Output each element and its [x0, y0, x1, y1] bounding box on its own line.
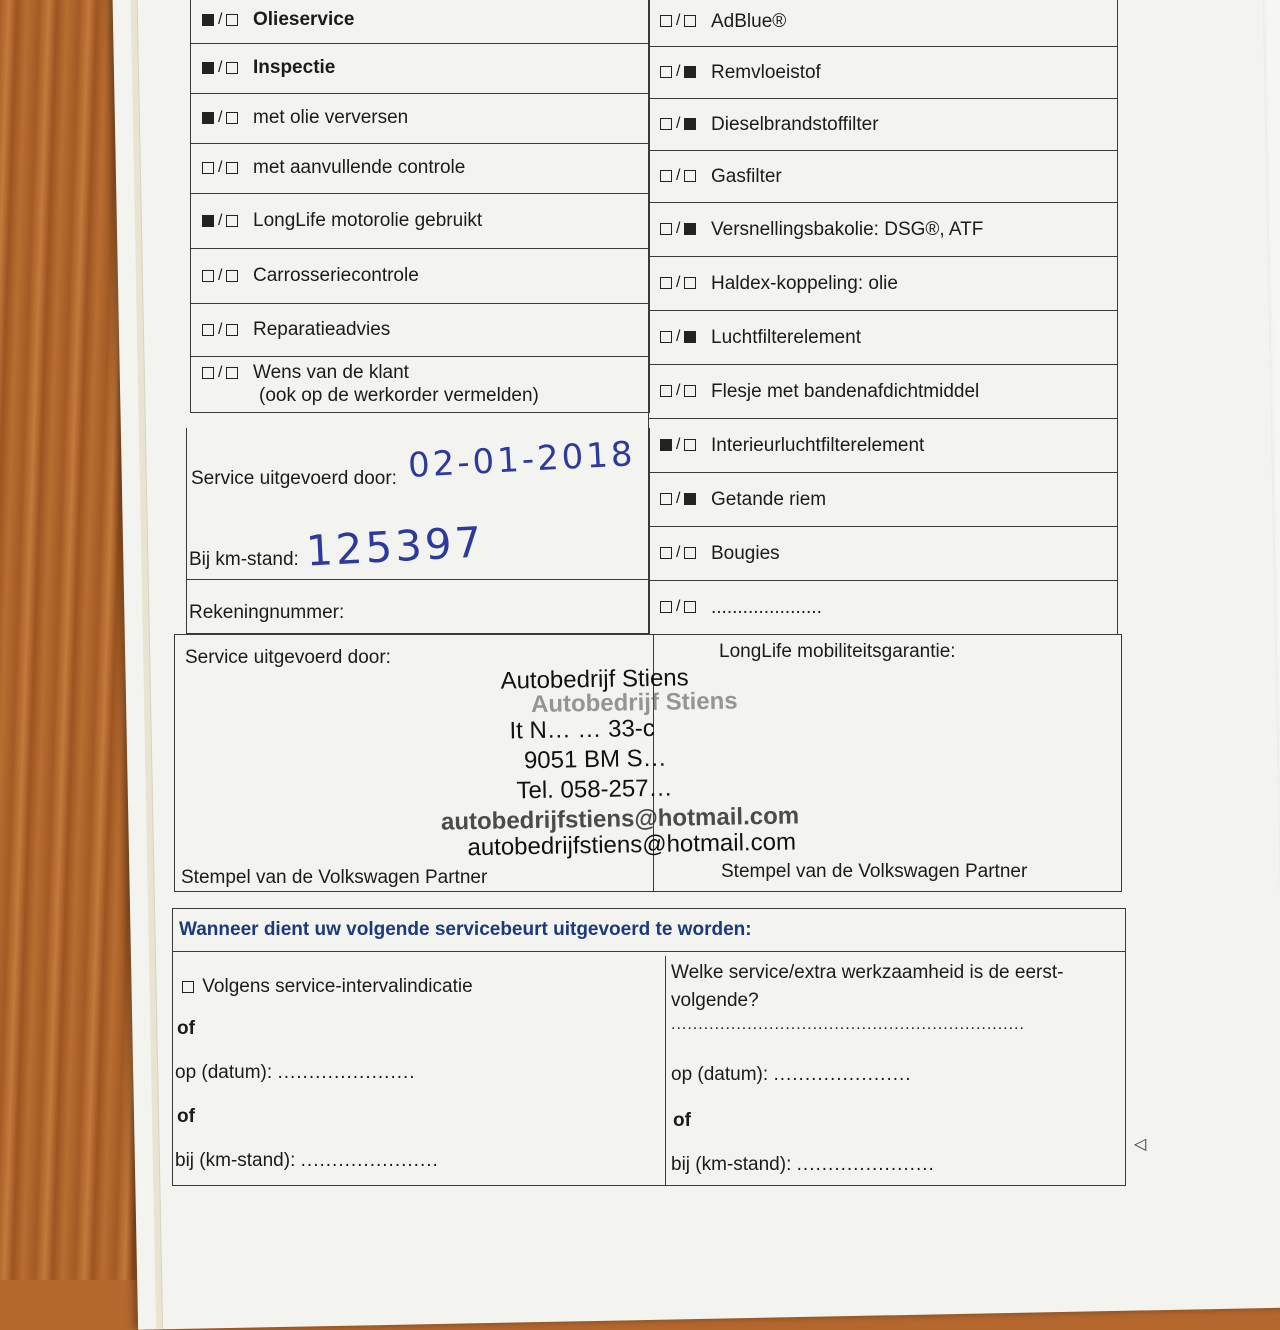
date-field-right[interactable]	[671, 1064, 912, 1086]
checklist-row	[649, 99, 1118, 151]
checklist-label: .....................	[711, 596, 822, 618]
checkbox-icon[interactable]	[684, 118, 696, 130]
checkbox-icon[interactable]	[684, 385, 696, 397]
checkbox-icon[interactable]	[684, 439, 696, 451]
checklist-row	[649, 311, 1118, 365]
slash-separator: /	[218, 10, 223, 28]
slash-separator: /	[676, 274, 681, 292]
date-label-right: op (datum):	[671, 1064, 769, 1085]
checklist-cell	[649, 365, 1118, 419]
checklist-cell	[191, 144, 650, 194]
checklist-label: LongLife motorolie gebruikt	[253, 209, 483, 231]
checkbox-icon[interactable]	[684, 547, 696, 559]
slash-separator: /	[218, 109, 223, 127]
checklist-label: met aanvullende controle	[253, 157, 466, 179]
checkbox-icon[interactable]	[202, 112, 214, 124]
divider	[187, 579, 649, 580]
date-field[interactable]	[175, 1062, 416, 1084]
checklist-row	[191, 357, 650, 413]
checklist-label: Olieservice	[253, 8, 355, 30]
slash-separator: /	[676, 12, 681, 30]
slash-separator: /	[218, 59, 223, 77]
checkbox-icon[interactable]	[660, 223, 672, 235]
checklist-cell	[649, 419, 1118, 473]
interval-option[interactable]	[179, 976, 473, 998]
question-line-1: Welke service/extra werkzaamheid is de eerst-	[671, 962, 1064, 983]
slash-separator: /	[676, 328, 681, 346]
checklist-label: Interieurluchtfilterelement	[711, 434, 925, 456]
slash-separator: /	[676, 115, 681, 133]
checkbox-icon[interactable]	[226, 324, 238, 336]
checklist-row	[191, 144, 650, 194]
or-label: of	[177, 1106, 195, 1127]
checklist-row	[191, 94, 650, 144]
checkbox-pair[interactable]	[657, 11, 711, 33]
checkbox-icon[interactable]	[202, 215, 214, 227]
checkbox-pair[interactable]	[199, 58, 253, 80]
checkbox-icon[interactable]	[660, 118, 672, 130]
checkbox-icon[interactable]	[660, 15, 672, 27]
checklist-label: Reparatieadvies	[253, 318, 391, 340]
slash-separator: /	[676, 382, 681, 400]
slash-separator: /	[676, 167, 681, 185]
dealer-stamp	[440, 661, 800, 862]
checklist-cell	[649, 527, 1118, 581]
stamp-label-right: Stempel van de Volkswagen Partner	[721, 861, 1028, 882]
checkbox-icon[interactable]	[684, 66, 696, 78]
checklist-cell	[649, 257, 1118, 311]
checkbox-icon[interactable]	[660, 331, 672, 343]
checklist-label: Wens van de klant	[253, 362, 409, 384]
page-turn-triangle-icon: ◁	[1134, 1136, 1147, 1153]
question-line-2: volgende?	[671, 990, 759, 1011]
checkbox-icon[interactable]	[684, 277, 696, 289]
slash-separator: /	[218, 159, 223, 177]
account-label: Rekeningnummer:	[189, 602, 345, 623]
checkbox-icon[interactable]	[660, 170, 672, 182]
checkbox-icon[interactable]	[202, 270, 214, 282]
km-dots[interactable]: ......................	[300, 1150, 439, 1171]
slash-separator: /	[676, 436, 681, 454]
checkbox-icon[interactable]	[660, 66, 672, 78]
km-field-label: bij (km-stand):	[175, 1150, 296, 1171]
slash-separator: /	[218, 211, 223, 229]
checkbox-pair[interactable]	[199, 319, 253, 341]
checkbox-icon[interactable]	[226, 367, 238, 379]
checkbox-icon[interactable]	[684, 493, 696, 505]
right-checklist-table	[648, 0, 1118, 635]
checklist-cell	[191, 0, 650, 44]
checklist-row	[649, 527, 1118, 581]
checkbox-icon[interactable]	[684, 223, 696, 235]
checklist-label: met olie verversen	[253, 107, 409, 129]
checklist-label: Flesje met bandenafdichtmiddel	[711, 380, 980, 402]
checkbox-icon[interactable]	[660, 493, 672, 505]
checklist-label: Gasfilter	[711, 165, 782, 187]
checkbox-icon[interactable]	[226, 270, 238, 282]
checkbox-pair[interactable]	[199, 265, 253, 287]
checklist-cell	[649, 311, 1118, 365]
checklist-cell	[649, 0, 1118, 47]
checkbox-icon[interactable]	[202, 14, 214, 26]
km-field[interactable]	[175, 1150, 439, 1172]
checkbox-pair[interactable]	[657, 166, 711, 188]
checklist-row	[649, 419, 1118, 473]
checkbox-icon[interactable]	[226, 14, 238, 26]
checkbox-pair[interactable]	[199, 108, 253, 130]
checklist-cell	[649, 473, 1118, 527]
checklist-row	[649, 0, 1118, 47]
mobility-guarantee-label: LongLife mobiliteitsgarantie:	[719, 641, 956, 662]
slash-separator: /	[676, 490, 681, 508]
or-label-right: of	[673, 1110, 691, 1131]
next-service-left-column	[173, 956, 666, 1185]
checklist-row	[649, 47, 1118, 99]
km-field-right[interactable]	[671, 1154, 935, 1176]
next-service-title: Wanneer dient uw volgende servicebeurt uitgevoerd te worden:	[173, 909, 1125, 952]
km-dots-right[interactable]: ......................	[796, 1154, 935, 1175]
checklist-cell	[191, 94, 650, 144]
date-dots[interactable]: ......................	[277, 1062, 416, 1083]
date-dots-right[interactable]: ......................	[773, 1064, 912, 1085]
stamp-name: Autobedrijf Stiens	[500, 664, 689, 695]
checkbox-pair[interactable]	[657, 489, 711, 511]
checklist-cell	[191, 194, 650, 249]
checkbox-pair[interactable]	[657, 381, 711, 403]
question-answer-dots[interactable]: .................................................................	[671, 1016, 1025, 1033]
checklist-label: Dieselbrandstoffilter	[711, 113, 879, 135]
stamp-label-left: Stempel van de Volkswagen Partner	[181, 867, 488, 888]
checklist-label: Luchtfilterelement	[711, 326, 861, 348]
checklist-label: AdBlue®	[711, 10, 787, 32]
checklist-label: Carrosseriecontrole	[253, 264, 419, 286]
slash-separator: /	[218, 320, 223, 338]
checkbox-icon[interactable]	[660, 547, 672, 559]
checkbox-icon[interactable]	[684, 15, 696, 27]
slash-separator: /	[218, 266, 223, 284]
checklist-row	[191, 44, 650, 94]
checklist-row	[649, 365, 1118, 419]
slash-separator: /	[676, 544, 681, 562]
checkbox-icon[interactable]	[660, 277, 672, 289]
checkbox-icon[interactable]	[202, 367, 214, 379]
checkbox-icon[interactable]	[684, 170, 696, 182]
checklist-cell	[191, 44, 650, 94]
checkbox-pair[interactable]	[657, 435, 711, 457]
stamp-phone: Tel. 058-257…	[516, 774, 673, 805]
checkbox-icon[interactable]	[202, 324, 214, 336]
checkbox-pair[interactable]	[657, 273, 711, 295]
page-binding-edge	[130, 0, 163, 1329]
date-label: op (datum):	[175, 1062, 273, 1083]
checkbox-icon[interactable]	[660, 385, 672, 397]
checklist-row	[649, 473, 1118, 527]
checklist-row	[649, 257, 1118, 311]
stamp-address: It N… … 33-c	[509, 714, 656, 745]
checklist-row	[191, 304, 650, 357]
checkbox-icon[interactable]	[660, 439, 672, 451]
slash-separator: /	[676, 63, 681, 81]
checklist-row	[191, 194, 650, 249]
checklist-label: Bougies	[711, 542, 780, 564]
slash-separator: /	[676, 598, 681, 616]
checkbox-pair[interactable]	[657, 219, 711, 241]
stamp-name-ghost: Autobedrijf Stiens	[530, 687, 738, 719]
checkbox-icon[interactable]	[226, 62, 238, 74]
checklist-label: Getande riem	[711, 488, 827, 510]
km-label-right: bij (km-stand):	[671, 1154, 792, 1175]
checkbox-icon[interactable]	[660, 601, 672, 613]
checkbox-icon[interactable]	[684, 601, 696, 613]
slash-separator: /	[218, 364, 223, 382]
handwritten-service-date: 02-01-2018	[407, 434, 637, 486]
stamp-email: autobedrijfstiens@hotmail.com	[467, 828, 797, 862]
km-label: Bij km-stand:	[189, 549, 299, 570]
service-date-label: Service uitgevoerd door:	[191, 468, 397, 489]
checkbox-pair[interactable]	[657, 62, 711, 84]
checkbox-pair[interactable]	[199, 363, 253, 385]
checklist-cell	[649, 581, 1118, 635]
checklist-row	[649, 203, 1118, 257]
checklist-cell	[191, 357, 650, 413]
checklist-row	[191, 0, 650, 44]
stamp-email-ghost: autobedrijfstiens@hotmail.com	[440, 802, 800, 836]
checkbox-icon[interactable]	[226, 215, 238, 227]
next-service-right-column	[667, 956, 1125, 1185]
checklist-row	[191, 249, 650, 304]
checkbox-pair[interactable]	[199, 9, 253, 31]
checkbox-pair[interactable]	[657, 543, 711, 565]
checkbox-pair[interactable]	[657, 327, 711, 349]
checklist-row	[649, 151, 1118, 203]
service-by-label: Service uitgevoerd door:	[185, 647, 391, 668]
checkbox-pair[interactable]	[657, 597, 711, 619]
checkbox-icon[interactable]	[202, 162, 214, 174]
checklist-label: Versnellingsbakolie: DSG®, ATF	[711, 218, 984, 240]
checkbox-icon[interactable]	[202, 62, 214, 74]
checkbox-pair[interactable]	[199, 210, 253, 232]
checklist-row	[649, 581, 1118, 635]
left-checklist-table	[190, 0, 650, 413]
checklist-label: Remvloeistof	[711, 61, 821, 83]
checklist-label: Inspectie	[253, 57, 336, 79]
checklist-cell	[649, 151, 1118, 203]
checklist-cell	[649, 203, 1118, 257]
stamp-postcode: 9051 BM S…	[523, 744, 667, 775]
checkbox-icon[interactable]	[684, 331, 696, 343]
checklist-cell	[191, 304, 650, 357]
checkbox-icon[interactable]	[226, 162, 238, 174]
interval-label: Volgens service-intervalindicatie	[202, 976, 473, 997]
checklist-label: Haldex-koppeling: olie	[711, 272, 898, 294]
checkbox-pair[interactable]	[199, 158, 253, 180]
checklist-cell	[191, 249, 650, 304]
checkbox-pair[interactable]	[657, 114, 711, 136]
checklist-cell	[649, 99, 1118, 151]
or-label: of	[177, 1018, 195, 1039]
checkbox-icon[interactable]	[226, 112, 238, 124]
checklist-label-sub: (ook op de werkorder vermelden)	[259, 384, 539, 406]
checklist-cell	[649, 47, 1118, 99]
handwritten-km-reading: 125397	[304, 517, 486, 576]
checkbox-icon[interactable]	[182, 981, 194, 993]
slash-separator: /	[676, 220, 681, 238]
next-service-section	[172, 908, 1126, 1186]
